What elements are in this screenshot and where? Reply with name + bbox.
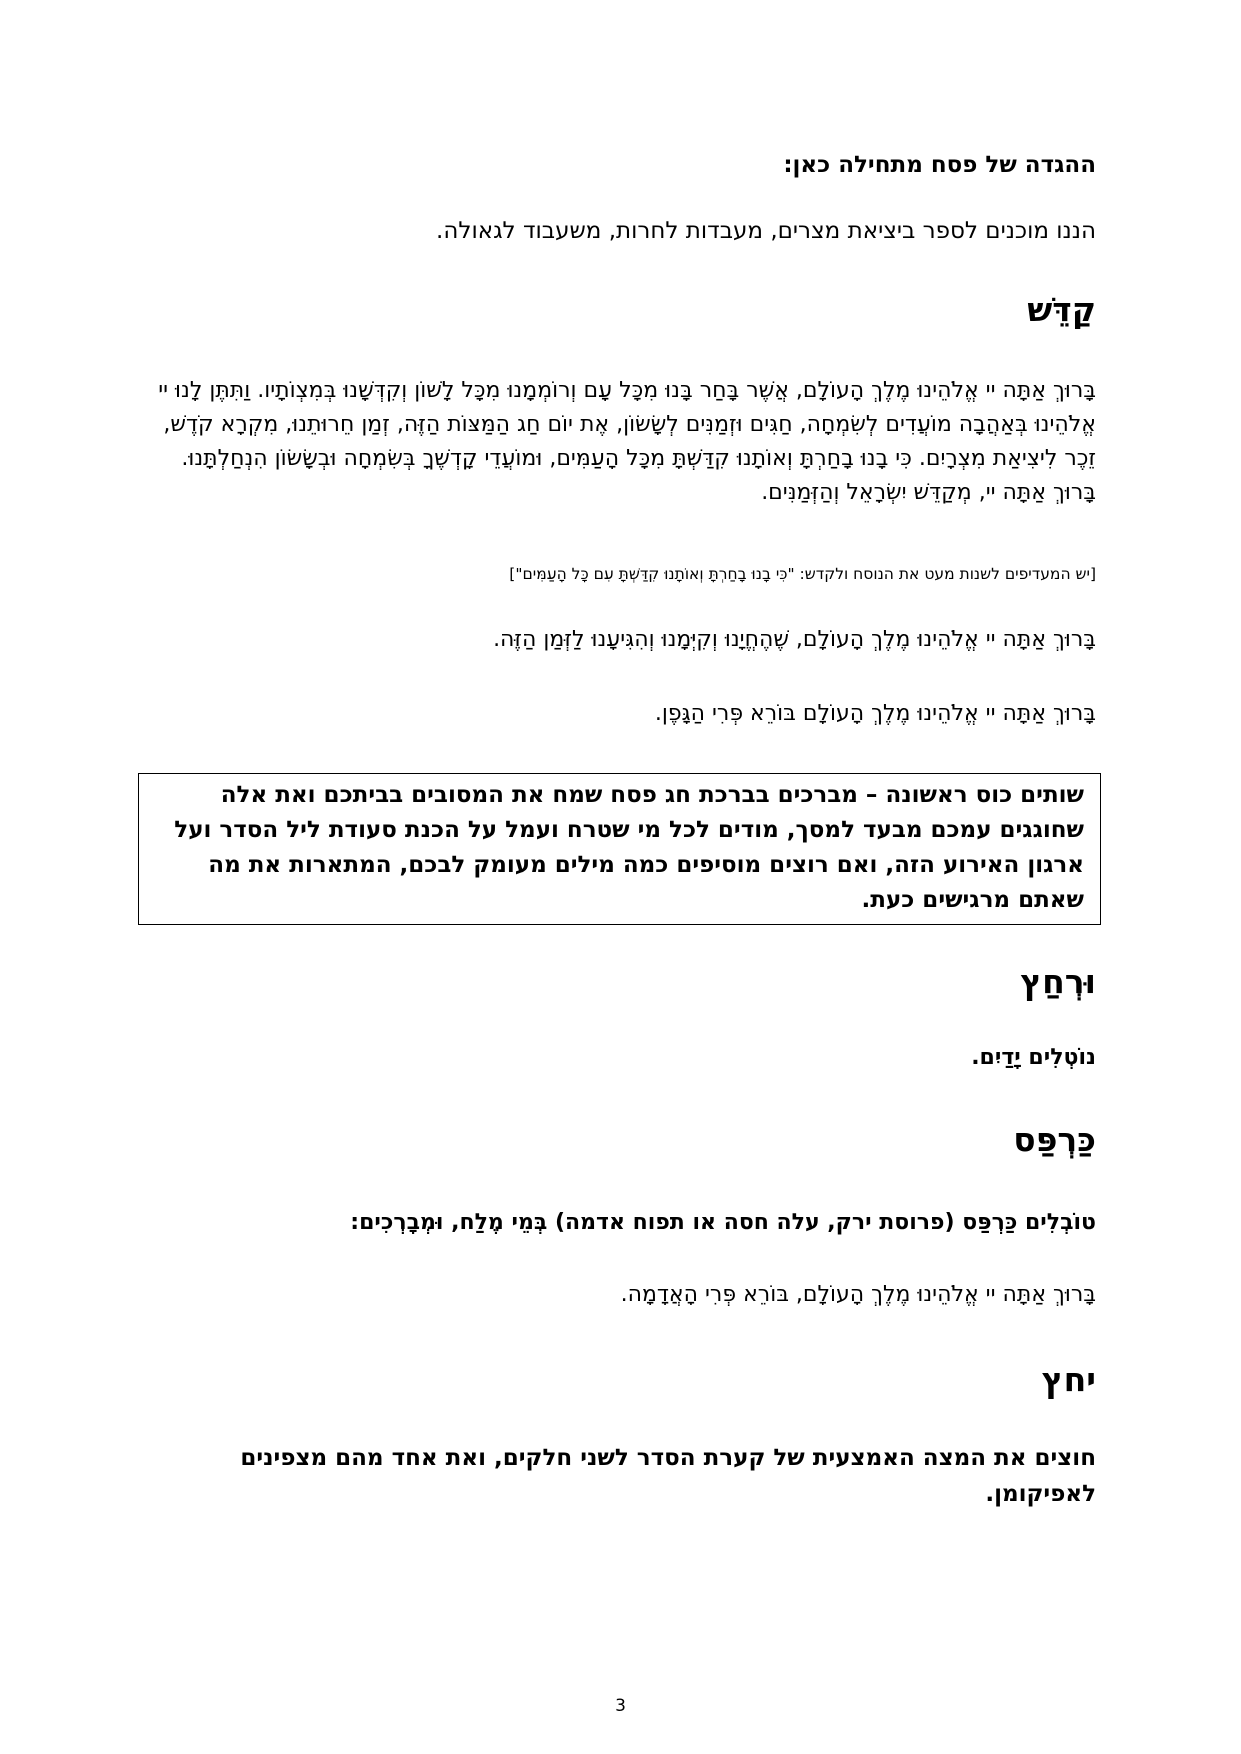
shehecheyanu-blessing: בָּרוּךְ אַתָּה יי אֱלֹהֵינוּ מֶלֶךְ הָעוֹלָם, שֶׁהֶחֱיָנוּ וְקִיְּמָנוּ וְהִגִּיעָנוּ לַזְּמַן הַזֶּה. bbox=[493, 627, 1096, 652]
urchatz-heading: וּרְחַץ bbox=[1020, 962, 1096, 1001]
karpas-blessing: בָּרוּךְ אַתָּה יי אֱלֹהֵינוּ מֶלֶךְ הָעוֹלָם, בּוֹרֵא פְּרִי הָאֲדָמָה. bbox=[620, 1282, 1096, 1307]
kadesh-blessing: בָּרוּךְ אַתָּה יי אֱלֹהֵינוּ מֶלֶךְ הָעוֹלָם, אֲשֶׁר בָּחַר בָּנוּ מִכָּל עָם וְרוֹמְמָנוּ מִכָּל לָשׁוֹן וְקִדְּשָׁנוּ בְּמִצְוֹתָיו. וַתִּתֶּן לָנוּ יי אֱלֹהֵינוּ בְּאַהֲבָה מוֹעֲדִים לְשִׂמְחָה, חַגִּים וּזְמַנִּים לְשָׂשׂוֹן, אֶת יוֹם חַג הַמַּצּוֹת הַזֶּה, זְמַן חֵרוּתֵנוּ, מִקְרָא קֹדֶשׁ, זֵכֶר לִיצִיאַת מִצְרָיִם. כִּי בָנוּ בָחַרְתָּ וְאוֹתָנוּ קִדַּשְׁתָּ מִכָּל הָעַמִּים, וּמוֹעֲדֵי קָדְשֶׁךָ בְּשִׂמְחָה וּבְשָׂשׂוֹן הִנְחַלְתָּנוּ. בָּרוּךְ אַתָּה יי, מְקַדֵּשׁ יִשְׂרָאֵל וְהַזְּמַנִּים. bbox=[158, 378, 1096, 505]
karpas-instruction: טוֹבְלִים כַּרְפַּס (פרוסת ירק, עלה חסה או תפוח אדמה) בְּמֵי מֶלַח, וּמְבָרְכִים: bbox=[350, 1210, 1096, 1235]
yachatz-heading: יחץ bbox=[1041, 1360, 1096, 1399]
first-cup-instruction-box: שותים כוס ראשונה – מברכים בברכת חג פסח שמח את המסובים בביתכם ואת אלה שחוגגים עמכם מבעד למסך, מודים לכל מי שטרח ועמל על הכנת סעודת ליל הסדר ועל ארגון האירוע הזה, ואם רוצים מוסיפים כמה מילים מעומק לבכם, המתארות את מה שאתם מרגישים כעת. bbox=[138, 773, 1101, 925]
karpas-heading: כַּרְפַּס bbox=[1013, 1120, 1096, 1159]
kadesh-heading: קַדֵּשׁ bbox=[1027, 290, 1096, 329]
kadesh-note: [יש המעדיפים לשנות מעט את הנוסח ולקדש: "כִּי בָנוּ בָחַרְתָּ וְאוֹתָנוּ קִדַּשְׁתָּ עִם כָּל הָעַמִּים"] bbox=[509, 565, 1096, 583]
yachatz-text: חוצים את המצה האמצעית של קערת הסדר לשני חלקים, ואת אחד מהם מצפינים לאפיקומן. bbox=[240, 1445, 1096, 1507]
page-number: 3 bbox=[615, 1696, 626, 1716]
intro-title: ההגדה של פסח מתחילה כאן: bbox=[783, 152, 1096, 178]
intro-text: הננו מוכנים לספר ביציאת מצרים, מעבדות לחרות, משעבוד לגאולה. bbox=[436, 218, 1096, 244]
urchatz-text: נוֹטְלִים יָדַיִם. bbox=[971, 1045, 1096, 1070]
wine-blessing: בָּרוּךְ אַתָּה יי אֱלֹהֵינוּ מֶלֶךְ הָעוֹלָם בּוֹרֵא פְּרִי הַגָּפֶן. bbox=[654, 701, 1096, 726]
